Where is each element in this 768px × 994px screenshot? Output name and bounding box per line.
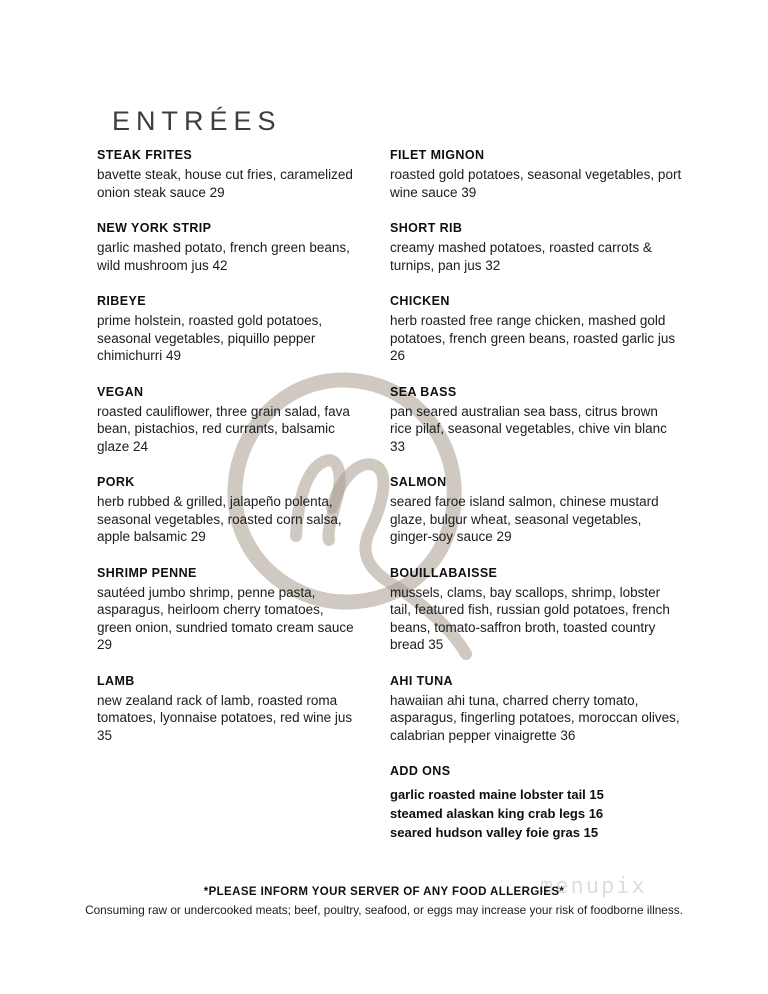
menu-item-ahi-tuna [390,674,682,745]
item-name: RIBEYE [97,294,146,308]
menu-column-left [97,148,359,862]
menu-item-chicken [390,294,682,365]
item-name: NEW YORK STRIP [97,221,212,235]
item-name: LAMB [97,673,135,688]
menu-item-lamb [97,674,359,745]
item-name: CHICKEN [390,294,450,308]
item-name: SHRIMP PENNE [97,565,197,580]
item-description: mussels, clams, bay scallops, shrimp, lobster tail, featured fish, russian gold potatoes, french beans, tomato-saffron broth, toasted country bread 35 [390,584,670,652]
item-name: FILET MIGNON [390,148,485,162]
item-name: AHI TUNA [390,673,453,688]
item-description: herb rubbed & grilled, jalapeño polenta, seasonal vegetables, roasted corn salsa, apple balsamic 29 [97,494,342,544]
add-ons-title: ADD ONS [390,764,451,778]
item-description: pan seared australian sea bass, citrus brown rice pilaf, seasonal vegetables, chive vin blanc 33 [390,403,667,454]
add-on-item: steamed alaskan king crab legs 16 [390,806,604,821]
item-description: sautéed jumbo shrimp, penne pasta, asparagus, heirloom cherry tomatoes, green onion, sundried tomato cream sauce 29 [97,584,354,652]
item-name: SHORT RIB [390,221,463,235]
item-name: VEGAN [97,384,144,399]
item-name: PORK [97,475,135,489]
item-description: new zealand rack of lamb, roasted roma tomatoes, lyonnaise potatoes, red wine jus 35 [97,692,353,743]
menu-item-new-york-strip [97,221,359,274]
menu-section-title: ENTRÉES [112,106,282,136]
allergy-notice: *PLEASE INFORM YOUR SERVER OF ANY FOOD ALLERGIES* [203,886,565,898]
item-name: STEAK FRITES [97,148,193,162]
item-description: creamy mashed potatoes, roasted carrots & turnips, pan jus 32 [390,240,652,273]
menu-item-pork [97,475,359,546]
menu-columns [97,148,682,862]
add-ons-section [390,764,682,842]
menu-item-vegan [97,385,359,456]
menu-item-sea-bass [390,385,682,456]
menu-item-bouillabaisse [390,566,682,654]
item-description: seared faroe island salmon, chinese mustard glaze, bulgur wheat, seasonal vegetables, ginger-soy sauce 29 [390,494,659,544]
menupix-watermark: menupix [540,874,647,899]
menu-item-short-rib [390,221,682,274]
footer [0,886,768,917]
item-description: hawaiian ahi tuna, charred cherry tomato, asparagus, fingerling potatoes, moroccan olives, calabrian pepper vinaigrette 36 [390,692,680,743]
menu-item-ribeye [97,294,359,365]
item-description: prime holstein, roasted gold potatoes, seasonal vegetables, piquillo pepper chimichurri 49 [97,313,323,363]
menu-item-salmon [390,475,682,546]
menu-item-steak-frites [97,148,359,201]
item-description: bavette steak, house cut fries, caramelized onion steak sauce 29 [97,167,353,200]
menu-item-shrimp-penne [97,566,359,654]
menu-column-right [390,148,682,862]
item-description: roasted cauliflower, three grain salad, fava bean, pistachios, red currants, balsamic glaze 24 [97,403,350,454]
health-disclaimer: Consuming raw or undercooked meats; beef, poultry, seafood, or eggs may increase your risk of foodborne illness. [85,903,683,917]
add-on-item: garlic roasted maine lobster tail 15 [390,787,604,802]
add-on-item: seared hudson valley foie gras 15 [390,825,599,840]
item-description: roasted gold potatoes, seasonal vegetables, port wine sauce 39 [390,167,682,200]
item-name: SALMON [390,475,447,489]
item-name: BOUILLABAISSE [390,565,498,580]
menu-item-filet-mignon [390,148,682,201]
item-description: herb roasted free range chicken, mashed gold potatoes, french green beans, roasted garlic jus 26 [390,313,676,363]
item-name: SEA BASS [390,384,457,399]
item-description: garlic mashed potato, french green beans, wild mushroom jus 42 [97,240,350,273]
